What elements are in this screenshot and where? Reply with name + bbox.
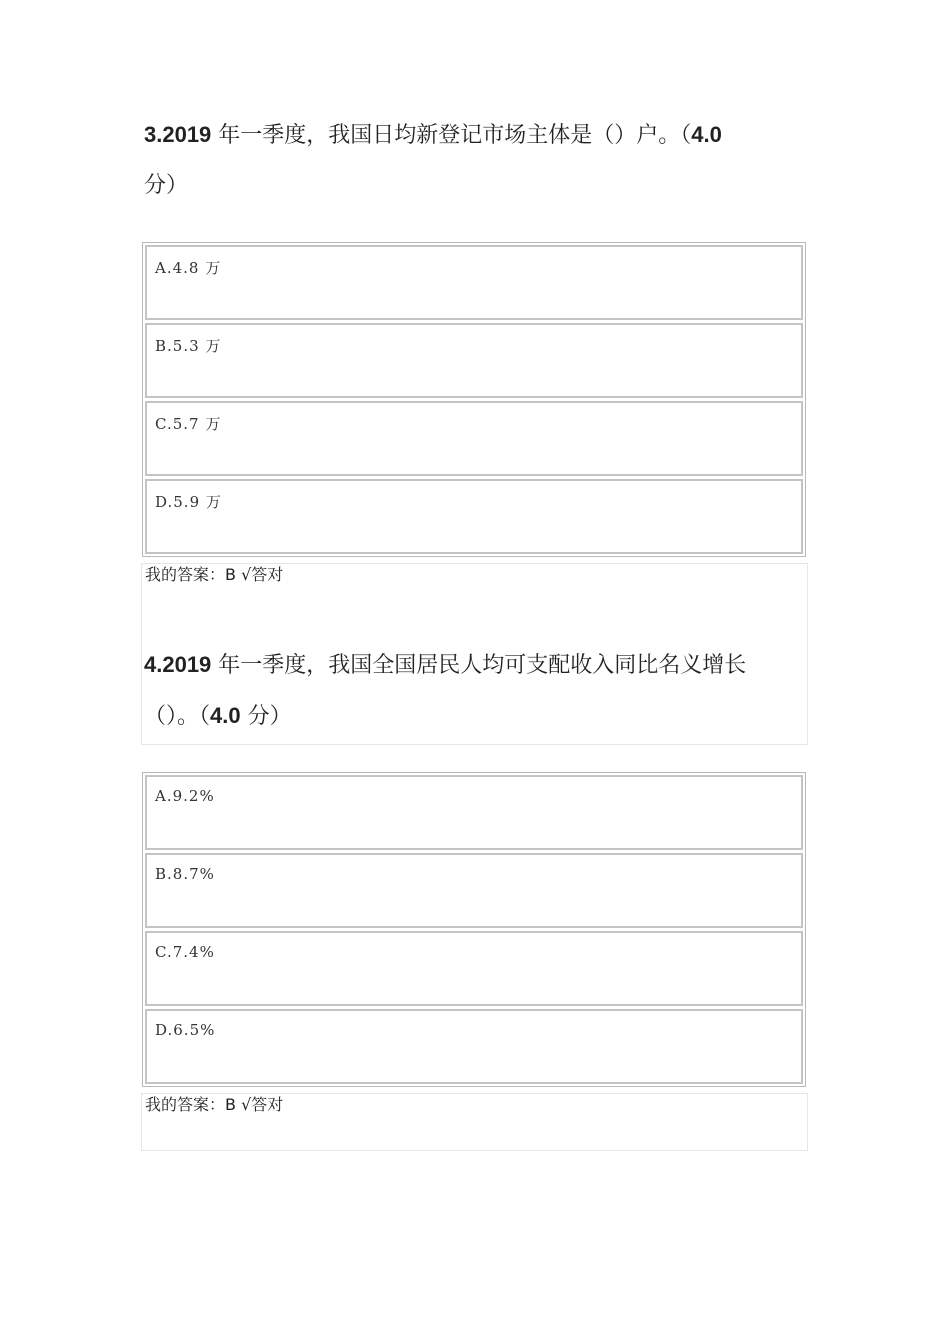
question-3-options (142, 242, 806, 557)
question-4-answer-block (141, 1093, 808, 1151)
question-4-title (144, 640, 794, 742)
question-4-options (142, 772, 806, 1087)
question-3-title (144, 110, 794, 211)
my-answer: 我的答案：B √答对 (145, 1095, 284, 1114)
option-a[interactable]: A.4.8 万 (145, 245, 803, 320)
option-b[interactable]: B.5.3 万 (145, 323, 803, 398)
question-text-end: 分） (144, 173, 189, 198)
option-d[interactable]: D.6.5% (145, 1009, 803, 1084)
option-b[interactable]: B.8.7% (145, 853, 803, 928)
question-number: 3.2019 (144, 122, 212, 147)
question-text-end: 分） (240, 704, 292, 729)
option-c[interactable]: C.7.4% (145, 931, 803, 1006)
question-text: 年一季度，我国全国居民人均可支配收入同比名义增长（）。（ (144, 653, 747, 729)
option-c[interactable]: C.5.7 万 (145, 401, 803, 476)
question-score: 4.0 (691, 122, 722, 147)
option-d[interactable]: D.5.9 万 (145, 479, 803, 554)
question-text: 年一季度，我国日均新登记市场主体是（）户。（ (211, 123, 692, 148)
question-score: 4.0 (210, 703, 241, 728)
option-a[interactable]: A.9.2% (145, 775, 803, 850)
question-number: 4.2019 (144, 652, 212, 677)
my-answer: 我的答案：B √答对 (145, 565, 284, 584)
